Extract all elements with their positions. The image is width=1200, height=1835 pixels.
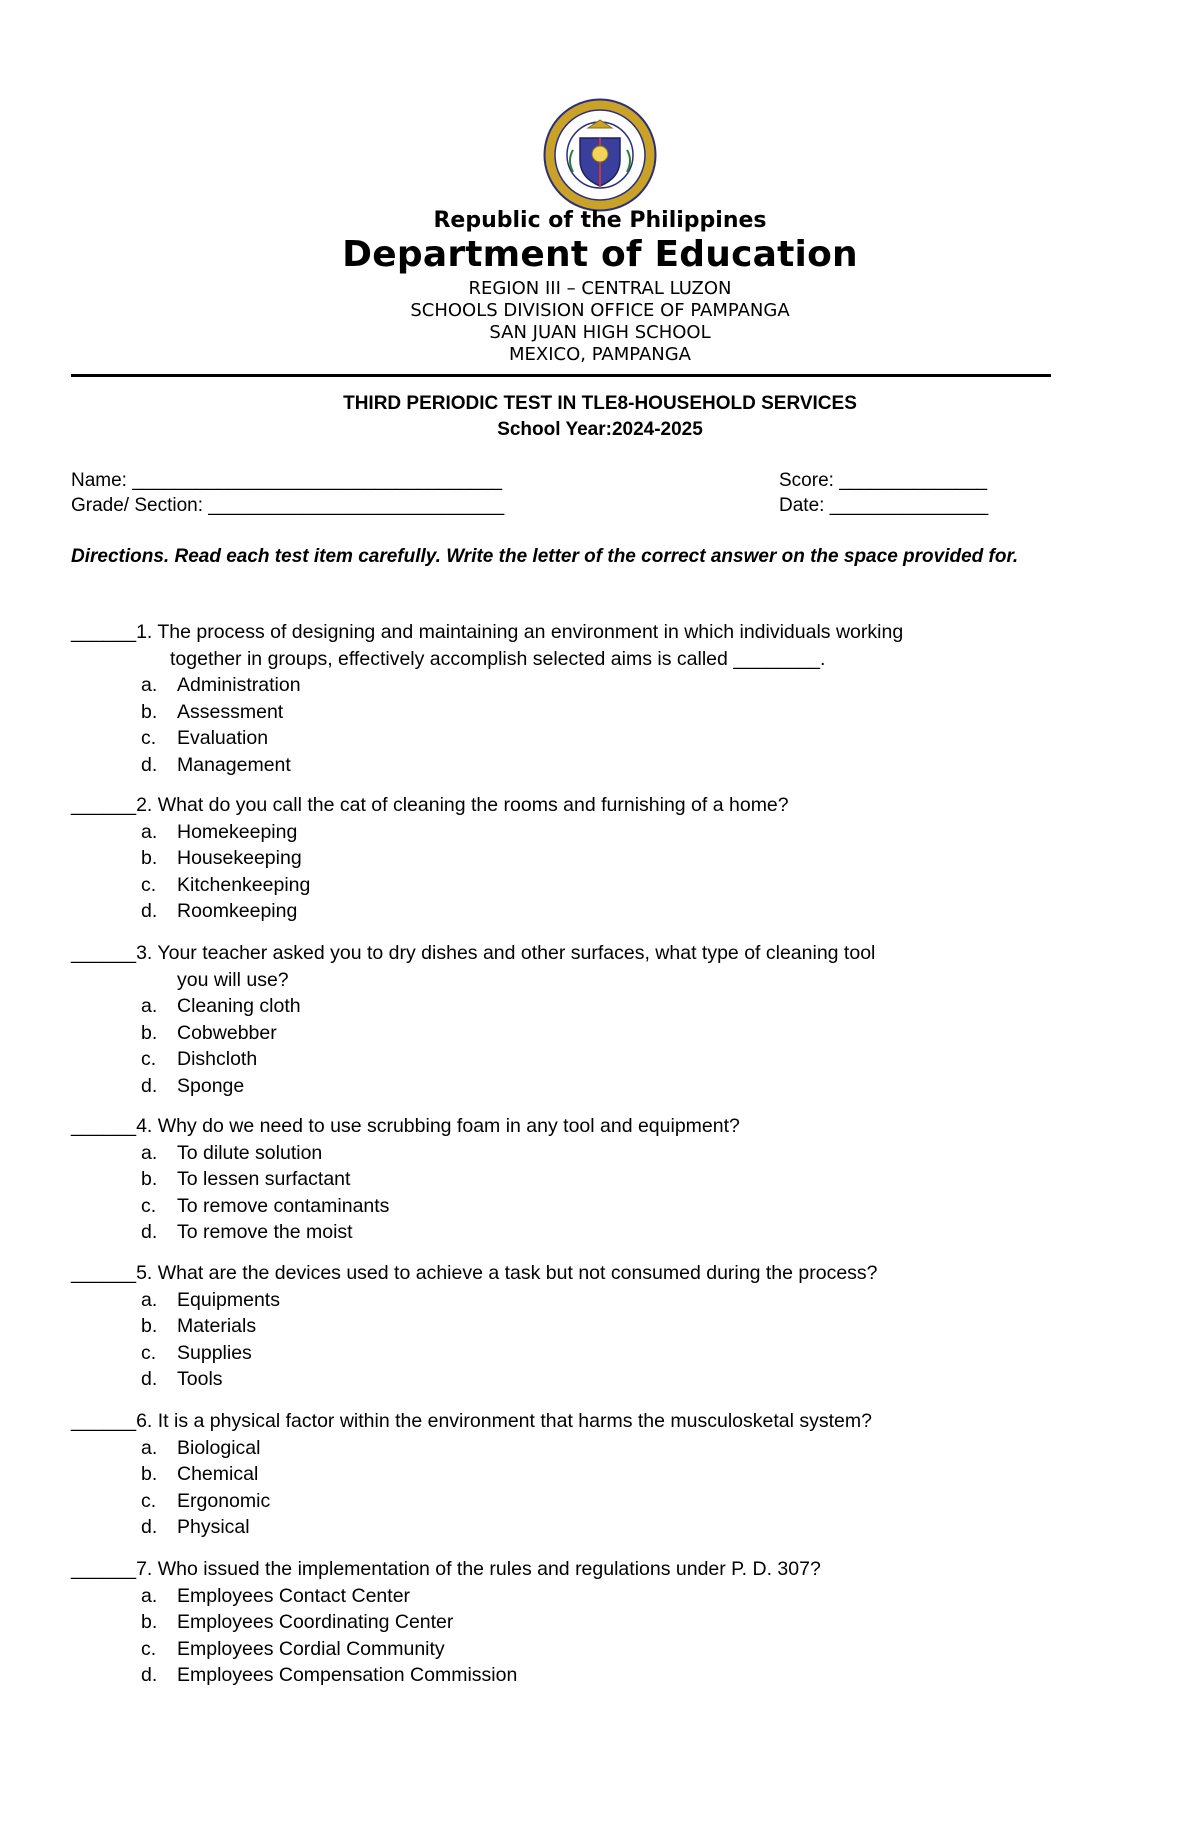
option-text: Supplies: [177, 1341, 252, 1364]
option-item: [71, 1636, 1151, 1663]
option-item: [71, 1340, 1151, 1367]
question-stem-continued: you will use?: [177, 968, 289, 991]
option-item: [71, 1435, 1151, 1462]
option-text: Management: [177, 753, 291, 776]
deped-seal-logo: [543, 98, 657, 212]
question-stem[interactable]: ______4. Why do we need to use scrubbing foam in any tool and equipment?: [71, 1115, 740, 1137]
option-letter: d.: [141, 1516, 158, 1538]
option-text: To remove contaminants: [177, 1194, 390, 1217]
question-stem[interactable]: ______5. What are the devices used to achieve a task but not consumed during the process?: [71, 1262, 878, 1284]
option-letter: a.: [141, 1288, 158, 1311]
test-title: THIRD PERIODIC TEST IN TLE8-HOUSEHOLD SERVICES: [343, 393, 857, 414]
option-item: [71, 1609, 1151, 1636]
option-letter: d.: [141, 1074, 158, 1097]
option-item: [71, 1514, 1151, 1541]
option-item: [71, 1046, 1151, 1073]
option-letter: c.: [141, 727, 157, 749]
option-item: [71, 1583, 1151, 1610]
option-item: [71, 1193, 1151, 1220]
option-item: [71, 1366, 1151, 1393]
option-item: [71, 1073, 1151, 1100]
directions: Directions. Read each test item carefully. Write the letter of the correct answer on the space provided for.: [71, 546, 1019, 567]
question-stem[interactable]: ______7. Who issued the implementation of the rules and regulations under P. D. 307?: [71, 1558, 821, 1580]
option-letter: a.: [141, 1584, 158, 1607]
option-text: Roomkeeping: [177, 900, 298, 922]
question-4: [71, 1113, 1151, 1246]
option-letter: d.: [141, 1368, 158, 1390]
option-letter: b.: [141, 700, 158, 723]
question-2: [71, 792, 1151, 925]
option-item: [71, 845, 1151, 872]
option-item: [71, 819, 1151, 846]
option-letter: c.: [141, 1341, 157, 1364]
option-letter: b.: [141, 1021, 158, 1044]
option-item: [71, 1020, 1151, 1047]
option-item: [71, 1461, 1151, 1488]
option-text: Assessment: [177, 700, 284, 723]
option-letter: b.: [141, 1611, 158, 1633]
header-school: SAN JUAN HIGH SCHOOL: [489, 322, 711, 343]
option-letter: c.: [141, 1194, 157, 1217]
question-3: [71, 940, 1151, 1099]
option-item: [71, 752, 1151, 779]
option-text: Sponge: [177, 1074, 245, 1097]
options-list: [71, 819, 1151, 925]
question-stem[interactable]: ______1. The process of designing and maintaining an environment in which individuals working: [71, 621, 904, 643]
options-list: [71, 1140, 1151, 1246]
option-text: To dilute solution: [177, 1141, 323, 1164]
options-list: [71, 672, 1151, 778]
option-item: [71, 1488, 1151, 1515]
option-item: [71, 1166, 1151, 1193]
option-item: [71, 1287, 1151, 1314]
option-letter: b.: [141, 1168, 158, 1190]
option-item: [71, 898, 1151, 925]
option-item: [71, 993, 1151, 1020]
option-text: Cobwebber: [177, 1021, 277, 1044]
option-letter: a.: [141, 995, 158, 1017]
option-item: [71, 1219, 1151, 1246]
question-stem[interactable]: ______6. It is a physical factor within the environment that harms the musculosketal system?: [71, 1410, 872, 1432]
option-text: Employees Cordial Community: [177, 1637, 445, 1660]
header-republic: Republic of the Philippines: [433, 208, 767, 233]
header-department: Department of Education: [342, 234, 858, 275]
option-letter: b.: [141, 847, 158, 869]
option-text: Kitchenkeeping: [177, 873, 311, 896]
option-text: Administration: [177, 674, 301, 696]
option-text: Ergonomic: [177, 1489, 271, 1512]
school-year: School Year:2024-2025: [497, 419, 703, 440]
option-letter: d.: [141, 1664, 158, 1686]
option-letter: c.: [141, 1489, 157, 1512]
option-text: Chemical: [177, 1463, 259, 1485]
option-text: Employees Contact Center: [177, 1584, 411, 1607]
option-item: [71, 1662, 1151, 1689]
options-list: [71, 1287, 1151, 1393]
option-letter: d.: [141, 900, 158, 922]
option-item: [71, 1313, 1151, 1340]
options-list: [71, 1435, 1151, 1541]
option-letter: b.: [141, 1463, 158, 1485]
option-letter: b.: [141, 1315, 158, 1337]
question-stem-continued: together in groups, effectively accomplish selected aims is called ________.: [170, 647, 826, 670]
header-address: MEXICO, PAMPANGA: [508, 344, 691, 365]
options-list: [71, 1583, 1151, 1689]
option-text: Biological: [177, 1436, 261, 1459]
score-field[interactable]: Score: ______________: [779, 470, 988, 491]
header-divider: [71, 374, 1051, 377]
option-letter: c.: [141, 1048, 157, 1070]
option-text: To lessen surfactant: [177, 1168, 351, 1190]
option-text: Evaluation: [177, 727, 269, 749]
option-letter: a.: [141, 674, 158, 696]
option-text: Physical: [177, 1516, 250, 1538]
question-stem[interactable]: ______3. Your teacher asked you to dry dishes and other surfaces, what type of cleaning tool: [71, 942, 876, 964]
question-1: [71, 619, 1151, 778]
name-field[interactable]: Name: ___________________________________: [71, 470, 503, 491]
option-text: Homekeeping: [177, 820, 298, 843]
option-item: [71, 672, 1151, 699]
option-letter: a.: [141, 1141, 158, 1164]
question-6: [71, 1408, 1151, 1541]
option-text: Dishcloth: [177, 1048, 258, 1070]
question-5: [71, 1260, 1151, 1393]
grade-section-field[interactable]: Grade/ Section: ____________________________: [71, 495, 505, 516]
option-text: Equipments: [177, 1288, 280, 1311]
option-text: Cleaning cloth: [177, 995, 301, 1017]
option-letter: c.: [141, 873, 157, 896]
option-text: Tools: [177, 1368, 223, 1390]
option-text: Employees Compensation Commission: [177, 1664, 518, 1686]
option-text: Employees Coordinating Center: [177, 1611, 454, 1633]
option-item: [71, 1140, 1151, 1167]
header-region: REGION III – CENTRAL LUZON: [468, 278, 732, 299]
option-text: Housekeeping: [177, 847, 302, 869]
option-item: [71, 872, 1151, 899]
option-item: [71, 699, 1151, 726]
question-7: [71, 1556, 1151, 1689]
option-text: To remove the moist: [177, 1221, 353, 1243]
header-division: SCHOOLS DIVISION OFFICE OF PAMPANGA: [410, 300, 790, 321]
option-text: Materials: [177, 1315, 257, 1337]
option-letter: c.: [141, 1637, 157, 1660]
option-item: [71, 725, 1151, 752]
options-list: [71, 993, 1151, 1099]
option-letter: a.: [141, 1436, 158, 1459]
option-letter: d.: [141, 753, 158, 776]
option-letter: a.: [141, 820, 158, 843]
question-stem[interactable]: ______2. What do you call the cat of cleaning the rooms and furnishing of a home?: [71, 794, 789, 816]
date-field[interactable]: Date: _______________: [779, 495, 989, 516]
option-letter: d.: [141, 1221, 158, 1243]
